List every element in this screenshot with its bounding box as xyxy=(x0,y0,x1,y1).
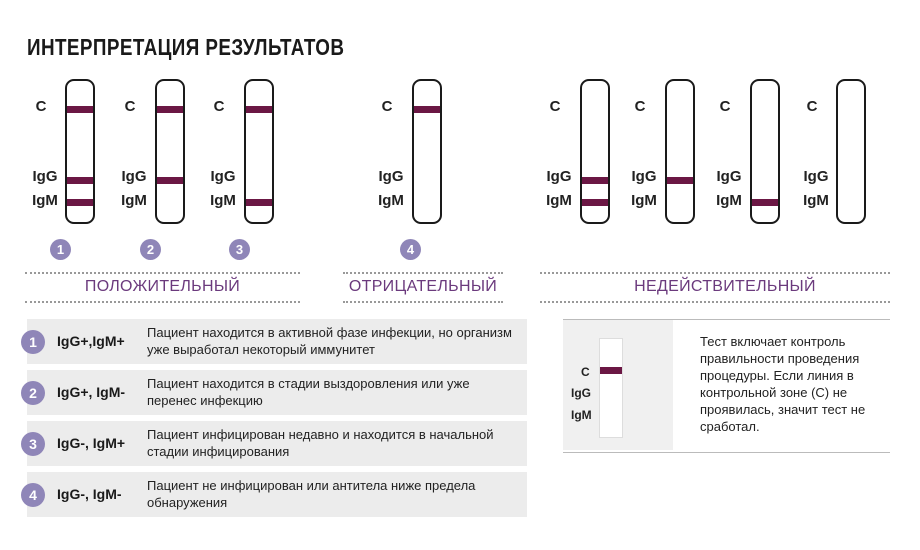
cassette-strip xyxy=(599,338,623,438)
result-description: Пациент не инфицирован или антитела ниже предела обнаружения xyxy=(147,478,476,510)
test-strip xyxy=(412,79,442,224)
divider xyxy=(343,272,503,274)
divider xyxy=(540,301,890,303)
number-badge: 3 xyxy=(229,239,250,260)
band-igm xyxy=(752,199,778,206)
strip-label-igm: IgM xyxy=(32,192,58,209)
strip-label-igg: IgG xyxy=(121,168,147,185)
test-strip xyxy=(836,79,866,224)
number-badge: 3 xyxy=(21,432,45,456)
number-badge: 1 xyxy=(50,239,71,260)
test-strip xyxy=(244,79,274,224)
cassette-label-c: C xyxy=(581,365,590,379)
result-row xyxy=(27,319,527,364)
band-igg xyxy=(582,177,608,184)
strip-label-igm: IgM xyxy=(631,192,657,209)
result-description: Пациент инфицирован недавно и находится в начальной стадии инфицирования xyxy=(147,427,494,459)
divider xyxy=(25,272,300,274)
band-igg xyxy=(667,177,693,184)
band-c xyxy=(67,106,93,113)
control-note: Тест включает контроль правильности проведения процедуры. Если линия в контрольной зоне (C) не проявилась, значит тест не сработал. xyxy=(700,334,866,434)
strip-label-c: C xyxy=(124,98,136,115)
test-strip xyxy=(155,79,185,224)
page-title: ИНТЕРПРЕТАЦИЯ РЕЗУЛЬТАТОВ xyxy=(27,34,345,60)
divider xyxy=(540,272,890,274)
result-code: IgG-, IgM+ xyxy=(57,435,126,451)
band-igg xyxy=(157,177,183,184)
test-strip xyxy=(750,79,780,224)
divider xyxy=(343,301,503,303)
band-igm xyxy=(67,199,93,206)
result-code: IgG+,IgM+ xyxy=(57,333,125,349)
number-badge: 4 xyxy=(400,239,421,260)
strip-label-c: C xyxy=(549,98,561,115)
strip-label-igg: IgG xyxy=(378,168,404,185)
test-strip xyxy=(580,79,610,224)
band-c xyxy=(246,106,272,113)
strip-label-igg: IgG xyxy=(210,168,236,185)
strip-label-c: C xyxy=(35,98,47,115)
strip-label-igg: IgG xyxy=(631,168,657,185)
band-igm xyxy=(246,199,272,206)
strip-label-igm: IgM xyxy=(716,192,742,209)
strip-label-igm: IgM xyxy=(210,192,236,209)
result-row xyxy=(27,370,527,415)
band-igm xyxy=(582,199,608,206)
result-description: Пациент находится в активной фазе инфекции, но организм уже выработал некоторый иммунитет xyxy=(147,325,512,357)
band-c xyxy=(157,106,183,113)
strip-label-igm: IgM xyxy=(546,192,572,209)
strip-label-c: C xyxy=(381,98,393,115)
strip-label-igg: IgG xyxy=(32,168,58,185)
result-code: IgG-, IgM- xyxy=(57,486,122,502)
number-badge: 2 xyxy=(140,239,161,260)
number-badge: 4 xyxy=(21,483,45,507)
result-code: IgG+, IgM- xyxy=(57,384,126,400)
strip-label-igg: IgG xyxy=(716,168,742,185)
strip-label-c: C xyxy=(213,98,225,115)
strip-label-igm: IgM xyxy=(378,192,404,209)
section-positive: ПОЛОЖИТЕЛЬНЫЙ xyxy=(84,278,241,295)
band-igg xyxy=(67,177,93,184)
strip-label-igg: IgG xyxy=(803,168,829,185)
cassette-label-igm: IgM xyxy=(571,408,592,422)
strip-label-c: C xyxy=(634,98,646,115)
number-badge: 1 xyxy=(21,330,45,354)
strip-label-c: C xyxy=(719,98,731,115)
strip-label-igm: IgM xyxy=(803,192,829,209)
section-invalid: НЕДЕЙСТВИТЕЛЬНЫЙ xyxy=(634,278,816,295)
number-badge: 2 xyxy=(21,381,45,405)
result-description: Пациент находится в стадии выздоровления или уже перенес инфекцию xyxy=(147,376,470,408)
strip-label-c: C xyxy=(806,98,818,115)
test-strip xyxy=(665,79,695,224)
test-cassette-photo xyxy=(563,320,673,450)
band-c xyxy=(414,106,440,113)
section-negative: ОТРИЦАТЕЛЬНЫЙ xyxy=(348,278,498,295)
result-row xyxy=(27,421,527,466)
strip-label-igg: IgG xyxy=(546,168,572,185)
divider xyxy=(25,301,300,303)
result-row xyxy=(27,472,527,517)
strip-label-igm: IgM xyxy=(121,192,147,209)
test-strip xyxy=(65,79,95,224)
cassette-label-igg: IgG xyxy=(571,386,591,400)
